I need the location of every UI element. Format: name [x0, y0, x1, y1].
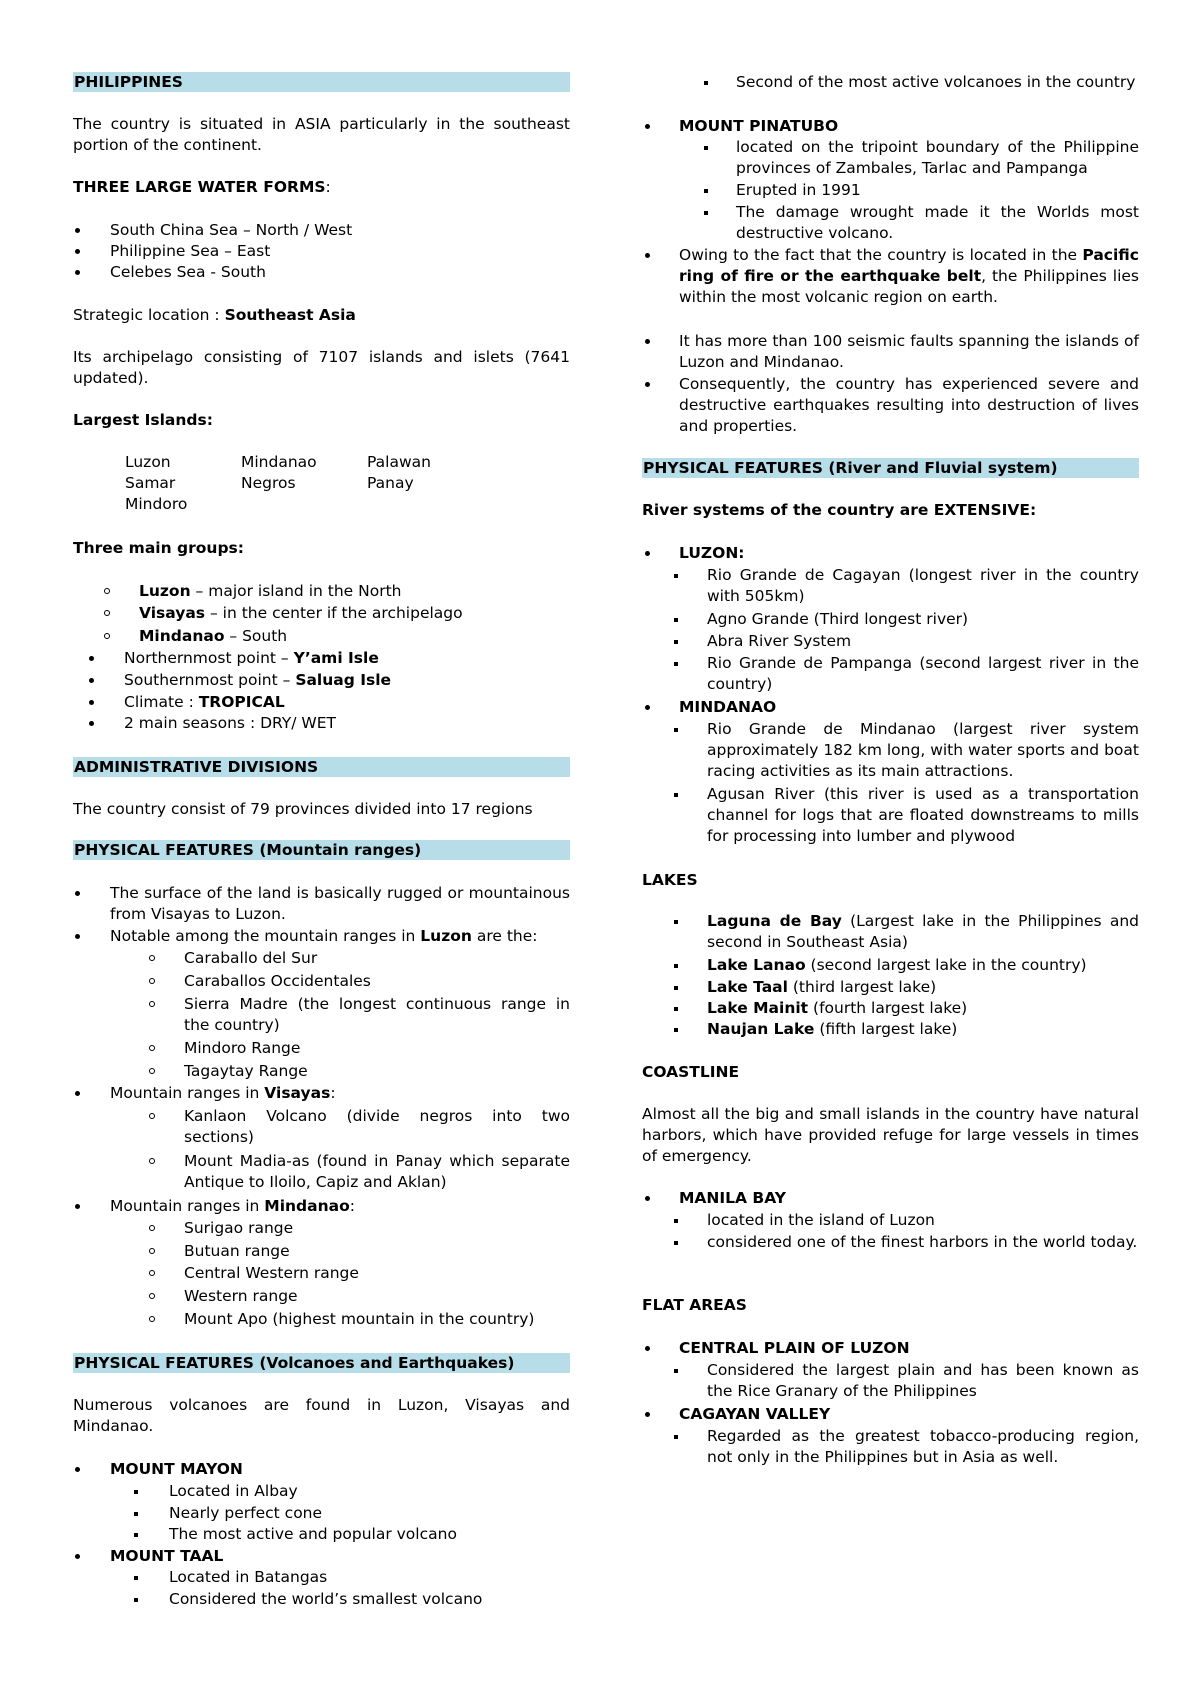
island-name: Samar — [125, 474, 176, 492]
list-item: Caraballos Occidentales — [73, 971, 570, 992]
heading-river-system: PHYSICAL FEATURES (River and Fluvial system) — [642, 458, 1139, 478]
list-item: Rio Grande de Pampanga (second largest river in the country) — [642, 653, 1139, 695]
list-item: Kanlaon Volcano (divide negros into two sections) — [73, 1106, 570, 1148]
list-item: MANILA BAY — [642, 1188, 1139, 1209]
list-item: Mount Apo (highest mountain in the country) — [73, 1309, 570, 1330]
list-item: Located in Albay — [73, 1481, 570, 1502]
list-item: MOUNT TAAL — [73, 1546, 570, 1567]
list-item: MOUNT MAYON — [73, 1459, 570, 1480]
paragraph-volcanoes: Numerous volcanoes are found in Luzon, Visayas and Mindanao. — [73, 1396, 570, 1435]
list-item: Mountain ranges in Mindanao: — [73, 1196, 570, 1217]
list-item: Sierra Madre (the longest continuous range in the country) — [73, 994, 570, 1036]
list-item: The surface of the land is basically rugged or mountainous from Visayas to Luzon. — [73, 883, 570, 925]
island-name: Luzon — [125, 453, 171, 471]
list-item: Visayas – in the center if the archipelago — [73, 603, 570, 624]
list-item: Mount Madia-as (found in Panay which separate Antique to Iloilo, Capiz and Aklan) — [73, 1151, 570, 1193]
island-name: Panay — [367, 474, 414, 492]
list-item: It has more than 100 seismic faults spanning the islands of Luzon and Mindanao. — [642, 331, 1139, 373]
list-item: Rio Grande de Mindanao (largest river system approximately 182 km long, with water sports and boat racing activities as its main attractions. — [642, 719, 1139, 782]
list-item: Located in Batangas — [73, 1567, 570, 1588]
list-item: MOUNT PINATUBO — [642, 116, 1139, 137]
list-item: Caraballo del Sur — [73, 948, 570, 969]
list-item: Abra River System — [642, 631, 1139, 652]
paragraph-admin: The country consist of 79 provinces divided into 17 regions — [73, 800, 533, 818]
list-item: South China Sea – North / West — [73, 220, 570, 241]
paragraph-situated: The country is situated in ASIA particularly in the southeast portion of the continent. — [73, 115, 570, 154]
list-item: Erupted in 1991 — [642, 180, 1139, 201]
list-item: Laguna de Bay (Largest lake in the Philippines and second in Southeast Asia) — [642, 911, 1139, 953]
heading-mountain-ranges: PHYSICAL FEATURES (Mountain ranges) — [73, 840, 570, 860]
list-item: Central Western range — [73, 1263, 570, 1284]
list-item: located on the tripoint boundary of the Philippine provinces of Zambales, Tarlac and Pampanga — [642, 137, 1139, 179]
list-item: Western range — [73, 1286, 570, 1307]
list-item: considered one of the finest harbors in the world today. — [642, 1232, 1139, 1253]
list-item: CAGAYAN VALLEY — [642, 1404, 1139, 1425]
lakes-heading: LAKES — [642, 871, 698, 889]
list-item: Naujan Lake (fifth largest lake) — [642, 1019, 1139, 1040]
list-item: Agusan River (this river is used as a transportation channel for logs that are floated downstreams to mills for processing into lumber and plywood — [642, 784, 1139, 847]
list-item: Considered the largest plain and has been known as the Rice Granary of the Philippines — [642, 1360, 1139, 1402]
list-item: Tagaytay Range — [73, 1061, 570, 1082]
paragraph-archipelago: Its archipelago consisting of 7107 islands and islets (7641 updated). — [73, 348, 570, 387]
strategic-location: Strategic location : Southeast Asia — [73, 306, 356, 324]
river-systems-title: River systems of the country are EXTENSIVE: — [642, 501, 1037, 519]
largest-islands-heading: Largest Islands: — [73, 411, 213, 429]
list-item: Lake Lanao (second largest lake in the country) — [642, 955, 1139, 976]
list-item: Mountain ranges in Visayas: — [73, 1083, 570, 1104]
island-name: Palawan — [367, 453, 431, 471]
island-name: Mindoro — [125, 495, 188, 513]
list-item: Lake Mainit (fourth largest lake) — [642, 998, 1139, 1019]
list-item: MINDANAO — [642, 697, 1139, 718]
list-item: Lake Taal (third largest lake) — [642, 977, 1139, 998]
list-item: Northernmost point – Y’ami Isle — [73, 648, 570, 669]
list-item: Regarded as the greatest tobacco-producing region, not only in the Philippines but in Asia as well. — [642, 1426, 1139, 1468]
water-forms-heading: THREE LARGE WATER FORMS: — [73, 178, 331, 196]
list-item: Rio Grande de Cagayan (longest river in the country with 505km) — [642, 565, 1139, 607]
list-item: Celebes Sea - South — [73, 262, 570, 283]
list-item: Nearly perfect cone — [73, 1503, 570, 1524]
list-item: Southernmost point – Saluag Isle — [73, 670, 570, 691]
list-item: Mindoro Range — [73, 1038, 570, 1059]
list-item: Mindanao – South — [73, 626, 570, 647]
list-item: Notable among the mountain ranges in Luzon are the: — [73, 926, 570, 947]
list-item: located in the island of Luzon — [642, 1210, 1139, 1231]
list-item: LUZON: — [642, 543, 1139, 564]
list-item: Owing to the fact that the country is located in the Pacific ring of fire or the earthquake belt, the Philippines lies within the most volcanic region on earth. — [642, 245, 1139, 308]
list-item: Climate : TROPICAL — [73, 692, 570, 713]
list-item: Butuan range — [73, 1241, 570, 1262]
list-item: Luzon – major island in the North — [73, 581, 570, 602]
paragraph-coastline: Almost all the big and small islands in the country have natural harbors, which have provided refuge for large vessels in times of emergency. — [642, 1105, 1139, 1165]
heading-philippines: PHILIPPINES — [73, 72, 570, 92]
list-item: Second of the most active volcanoes in the country — [642, 72, 1139, 93]
list-item: Surigao range — [73, 1218, 570, 1239]
list-item: The most active and popular volcano — [73, 1524, 570, 1545]
list-item: Philippine Sea – East — [73, 241, 570, 262]
list-item: 2 main seasons : DRY/ WET — [73, 713, 570, 734]
list-item: Agno Grande (Third longest river) — [642, 609, 1139, 630]
coastline-heading: COASTLINE — [642, 1063, 740, 1081]
islands-grid — [125, 453, 525, 517]
list-item: Consequently, the country has experienced severe and destructive earthquakes resulting into destruction of lives and properties. — [642, 374, 1139, 437]
heading-volcanoes: PHYSICAL FEATURES (Volcanoes and Earthquakes) — [73, 1353, 570, 1373]
list-item: The damage wrought made it the Worlds most destructive volcano. — [642, 202, 1139, 244]
list-item: Considered the world’s smallest volcano — [73, 1589, 570, 1610]
list-item: CENTRAL PLAIN OF LUZON — [642, 1338, 1139, 1359]
island-name: Mindanao — [241, 453, 317, 471]
island-name: Negros — [241, 474, 296, 492]
main-groups-heading: Three main groups: — [73, 539, 244, 557]
heading-admin-divisions: ADMINISTRATIVE DIVISIONS — [73, 757, 570, 777]
flat-areas-heading: FLAT AREAS — [642, 1296, 747, 1314]
